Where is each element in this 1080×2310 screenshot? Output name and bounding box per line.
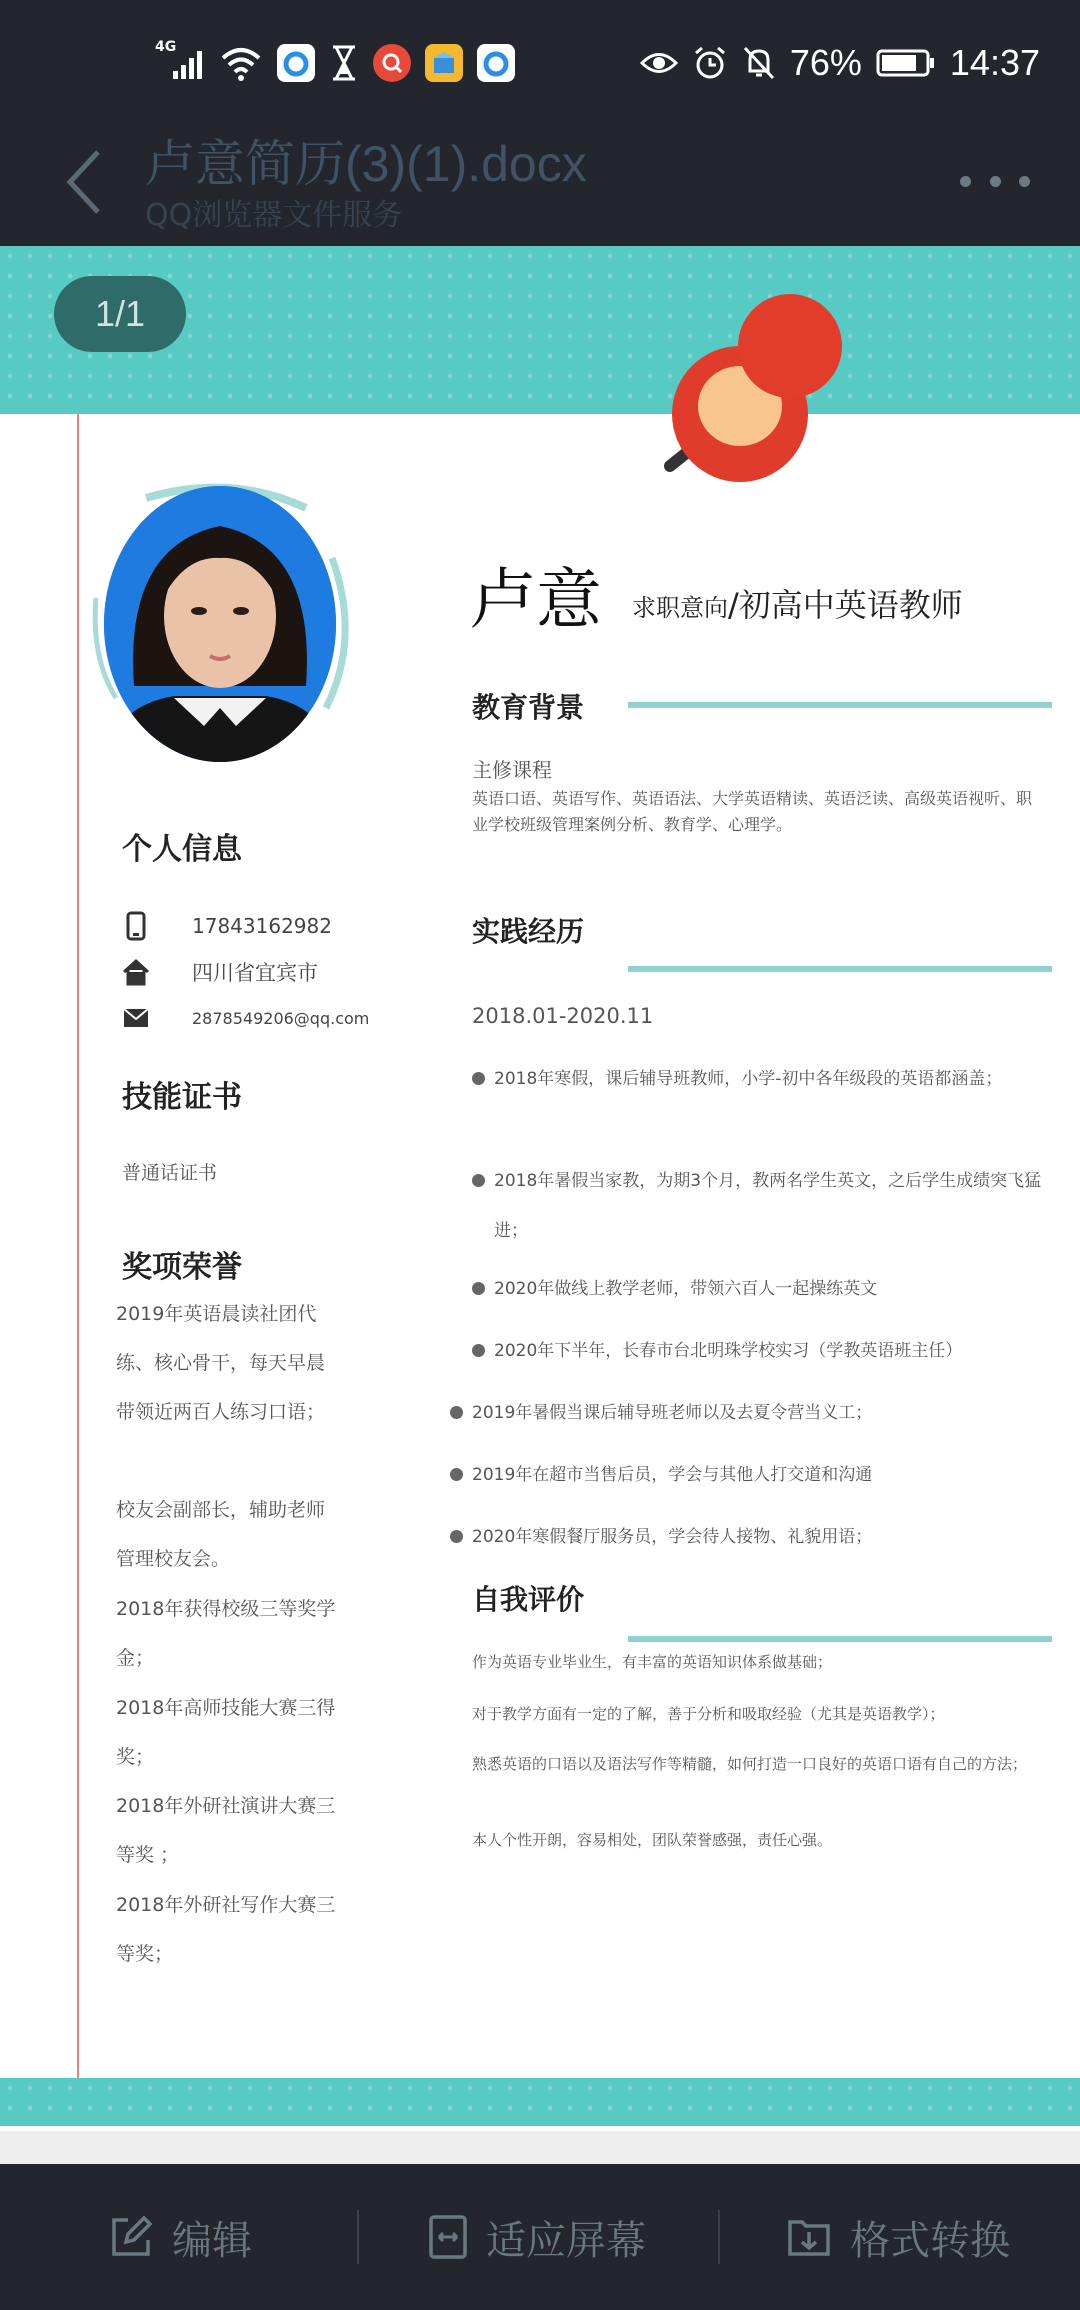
phone-number: 17843162982: [192, 914, 332, 938]
fit-screen-button[interactable]: [428, 2164, 646, 2310]
job-intent: [632, 580, 963, 626]
eye-icon: [640, 48, 678, 78]
experience-text: 2020年做线上教学老师，带领六百人一起操练英文: [494, 1279, 878, 1299]
award-item: 2018年获得校级三等奖学金；: [116, 1598, 336, 1669]
experience-text: 2019年暑假当课后辅导班老师以及去夏令营当义工；: [472, 1403, 873, 1423]
section-divider: [628, 1636, 1052, 1642]
experience-item: [450, 1388, 1050, 1438]
box-app-icon: [425, 44, 463, 82]
wifi-icon: [219, 44, 263, 82]
experience-item: [472, 1156, 1052, 1256]
search-app-icon: [373, 44, 411, 82]
hourglass-icon: [329, 44, 359, 82]
experience-text: 2020年下半年，长春市台北明珠学校实习（学教英语班主任）: [494, 1341, 963, 1361]
bottom-toolbar: [0, 2164, 1080, 2310]
edit-label: 编辑: [172, 2217, 252, 2264]
signal-icon: [155, 39, 205, 83]
profile-photo: [86, 478, 376, 768]
practice-date-range: 2018.01-2020.11: [472, 1004, 654, 1028]
alarm-icon: [692, 45, 728, 81]
award-item: 2019年英语晨读社团代练、核心骨干，每天早晨带领近两百人练习口语；: [116, 1303, 326, 1423]
title-bar: [0, 122, 1080, 246]
document-title: 卢意简历(3)(1).docx: [145, 136, 587, 192]
edit-icon: [108, 2214, 154, 2260]
convert-label: 格式转换: [850, 2217, 1010, 2264]
status-bar: [0, 0, 1080, 122]
convert-icon: [786, 2214, 832, 2260]
award-item: 2018年外研社写作大赛三等奖；: [116, 1894, 336, 1965]
experience-item: [472, 1054, 1052, 1104]
self-eval-item: 熟悉英语的口语以及语法写作等精髓，如何打造一口良好的英语口语有自己的方法；: [472, 1755, 1028, 1773]
major-courses-label: 主修课程: [472, 758, 552, 782]
self-eval-heading: 自我评价: [472, 1583, 585, 1616]
phone-icon: [118, 908, 154, 944]
self-eval-item: 对于教学方面有一定的了解，善于分析和吸取经验（尤其是英语教学）；: [472, 1705, 945, 1723]
candidate-name: 卢意: [470, 561, 602, 638]
page-indicator: 1/1: [54, 276, 186, 352]
experience-text: 2018年寒假，课后辅导班教师，小学-初中各年级段的英语都涵盖；: [494, 1069, 1003, 1089]
experience-item: [472, 1326, 1052, 1376]
network-type: 4G: [155, 39, 177, 55]
clock: 14:37: [949, 42, 1040, 83]
battery-icon: [876, 48, 936, 78]
avatar: [104, 486, 336, 762]
award-item: 2018年外研社演讲大赛三等奖 ；: [116, 1795, 336, 1866]
status-right-icons: [640, 38, 1040, 88]
experience-text: 2020年寒假餐厅服务员，学会待人接物、礼貌用语；: [472, 1527, 873, 1547]
education-heading: 教育背景: [472, 691, 585, 724]
award-item: 校友会副部长，辅助老师管理校友会。: [116, 1499, 326, 1570]
email: 2878549206@qq.com: [192, 1008, 370, 1028]
edit-button[interactable]: [108, 2164, 252, 2310]
practice-heading: 实践经历: [472, 915, 585, 948]
job-intent-value: /初高中英语教师: [728, 586, 963, 624]
skills-heading: 技能证书: [122, 1080, 242, 1115]
margin-line: [77, 414, 79, 2078]
mute-bell-icon: [742, 45, 776, 81]
status-left-icons: [155, 38, 515, 88]
qq-browser-app-icon: [277, 44, 315, 82]
envelope-icon: [118, 1000, 154, 1036]
toolbar-divider: [357, 2210, 359, 2264]
qq-browser-app-icon-2: [477, 44, 515, 82]
toolbar-divider: [718, 2210, 720, 2264]
phone-row: [118, 908, 332, 944]
document-page[interactable]: [0, 246, 1080, 2131]
job-intent-label: 求职意向: [632, 594, 728, 622]
awards-heading: 奖项荣誉: [122, 1250, 242, 1285]
self-eval-item: 本人个性开朗，容易相处，团队荣誉感强，责任心强。: [472, 1831, 833, 1849]
address: 四川省宜宾市: [192, 961, 318, 985]
pushpin-icon: [640, 266, 870, 486]
section-divider: [628, 966, 1052, 972]
self-eval-item: 作为英语专业毕业生，有丰富的英语知识体系做基础；: [472, 1653, 833, 1671]
document-subtitle: QQ浏览器文件服务: [145, 198, 403, 233]
footer-band: [0, 2078, 1080, 2126]
experience-item: [450, 1512, 1050, 1562]
address-row: [118, 954, 318, 990]
major-courses-text: 英语口语、英语写作、英语语法、大学英语精读、英语泛读、高级英语视听、职业学校班级管理案例分析、教育学、心理学。: [472, 789, 1033, 834]
experience-item: [450, 1450, 1050, 1500]
experience-text: 2019年在超市当售后员，学会与其他人打交道和沟通: [472, 1465, 873, 1485]
experience-item: [472, 1264, 1052, 1314]
section-divider: [628, 702, 1052, 708]
back-arrow-icon[interactable]: [60, 142, 120, 222]
fit-screen-icon: [428, 2214, 468, 2260]
convert-format-button[interactable]: [786, 2164, 1010, 2310]
personal-info-heading: 个人信息: [122, 832, 242, 867]
experience-text: 2018年暑假当家教，为期3个月，教两名学生英文，之后学生成绩突飞猛进；: [494, 1171, 1042, 1241]
home-icon: [118, 954, 154, 990]
more-options-icon[interactable]: [960, 166, 1030, 196]
email-row: [118, 1000, 369, 1036]
award-item: 2018年高师技能大赛三得奖；: [116, 1697, 336, 1768]
battery-percent: 76%: [789, 42, 862, 83]
certificate-item: 普通话证书: [122, 1162, 218, 1184]
fit-screen-label: 适应屏幕: [486, 2217, 646, 2264]
